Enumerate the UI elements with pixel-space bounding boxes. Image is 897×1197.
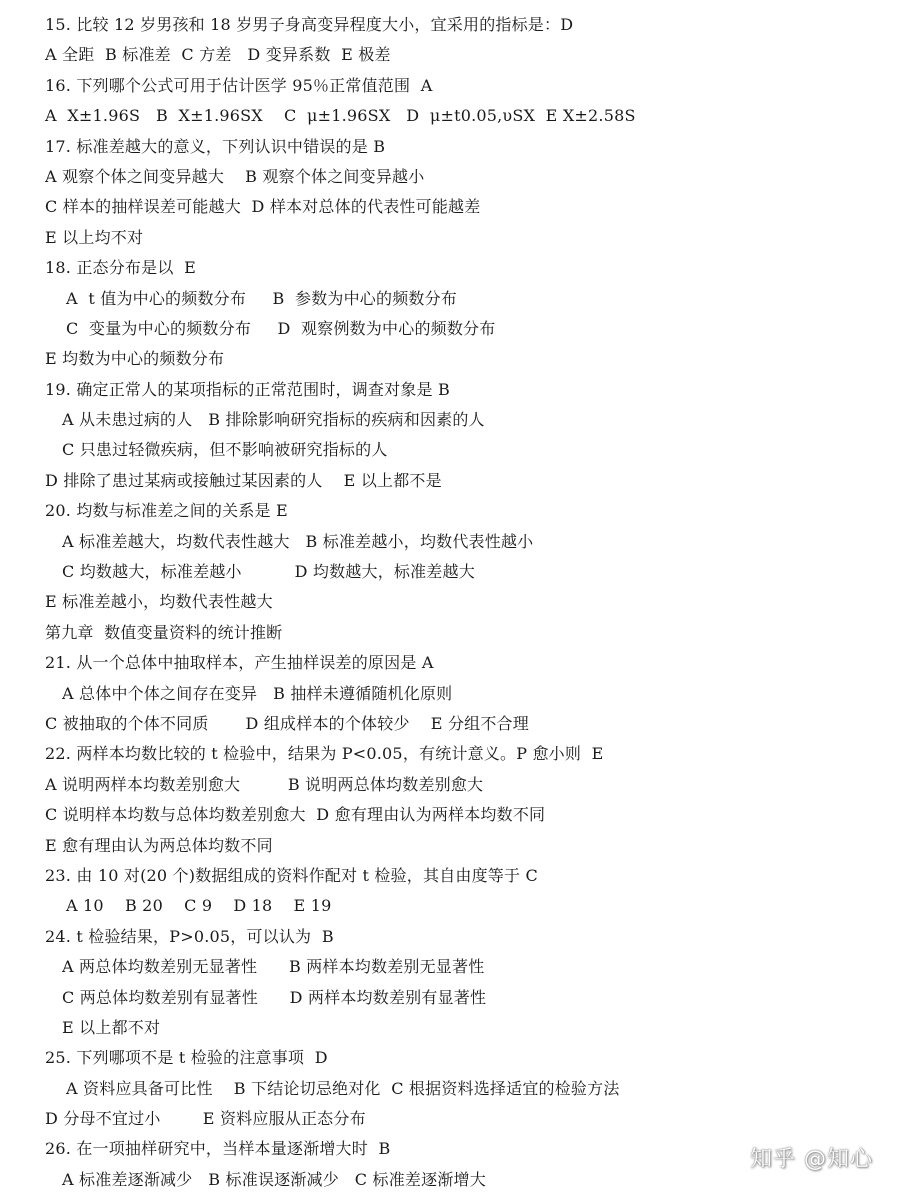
text-line: 25. 下列哪项不是 t 检验的注意事项 D [45, 1048, 328, 1068]
clipped-top-line [45, 0, 245, 6]
text-line: 15. 比较 12 岁男孩和 18 岁男子身高变异程度大小，宜采用的指标是：D [45, 15, 574, 34]
text-line: A 观察个体之间变异越大 B 观察个体之间变异越小 [45, 166, 425, 186]
text-line: C 变量为中心的频数分布 D 观察例数为中心的频数分布 [66, 318, 496, 338]
text-line: C 只患过轻微疾病，但不影响被研究指标的人 [62, 440, 388, 460]
question-lines [0, 10, 897, 1195]
text-line: D 排除了患过某病或接触过某因素的人 E 以上都不是 [45, 470, 442, 490]
text-line: 18. 正态分布是以 E [45, 258, 196, 278]
text-line: 16. 下列哪个公式可用于估计医学 95％正常值范围 A [45, 75, 433, 95]
text-line: E 愈有理由认为两总体均数不同 [45, 835, 273, 855]
text-line: A 两总体均数差别无显著性 B 两样本均数差别无显著性 [62, 957, 485, 977]
text-line: 19. 确定正常人的某项指标的正常范围时，调查对象是 B [45, 379, 450, 399]
text-line: 20. 均数与标准差之间的关系是 E [45, 501, 288, 521]
text-line: C 样本的抽样误差可能越大 D 样本对总体的代表性可能越差 [45, 197, 481, 217]
text-line: C 被抽取的个体不同质 D 组成样本的个体较少 E 分组不合理 [45, 713, 529, 733]
text-line: 26. 在一项抽样研究中，当样本量逐渐增大时 B [45, 1139, 391, 1159]
text-line: 17. 标准差越大的意义，下列认识中错误的是 B [45, 136, 386, 156]
watermark: 知乎 @知心 [750, 1147, 873, 1172]
text-line: C 说明样本均数与总体均数差别愈大 D 愈有理由认为两样本均数不同 [45, 805, 546, 825]
text-line: A 说明两样本均数差别愈大 B 说明两总体均数差别愈大 [45, 774, 484, 794]
text-line: A 资料应具备可比性 B 下结论切忌绝对化 C 根据资料选择适宜的检验方法 [66, 1078, 620, 1098]
text-line: A 标准差越大，均数代表性越大 B 标准差越小，均数代表性越小 [62, 531, 534, 551]
text-line: 21. 从一个总体中抽取样本，产生抽样误差的原因是 A [45, 653, 434, 673]
text-line: E 标准差越小，均数代表性越大 [45, 592, 273, 612]
text-line: E 以上均不对 [45, 227, 144, 247]
text-line: 23. 由 10 对(20 个)数据组成的资料作配对 t 检验，其自由度等于 C [45, 865, 538, 885]
text-line: A 从未患过病的人 B 排除影响研究指标的疾病和因素的人 [62, 410, 485, 430]
text-line: C 均数越大，标准差越小 D 均数越大，标准差越大 [62, 562, 475, 582]
text-line: D 分母不宜过小 E 资料应服从正态分布 [45, 1109, 366, 1129]
text-line: E 均数为中心的频数分布 [45, 349, 225, 369]
text-line: E 以上都不对 [62, 1017, 161, 1037]
text-line: A 10 B 20 C 9 D 18 E 19 [66, 896, 332, 916]
text-line: A 总体中个体之间存在变异 B 抽样未遵循随机化原则 [62, 683, 453, 703]
text-line: C 两总体均数差别有显著性 D 两样本均数差别有显著性 [62, 987, 487, 1007]
text-line: 22. 两样本均数比较的 t 检验中，结果为 P<0.05，有统计意义。P 愈小则 E [45, 744, 604, 764]
text-line: A 全距 B 标准差 C 方差 D 变异系数 E 极差 [45, 45, 391, 65]
text-line: A 标准差逐渐减少 B 标准误逐渐减少 C 标准差逐渐增大 [62, 1169, 486, 1189]
text-line: A X±1.96S B X±1.96SX C μ±1.96SX D μ±t0.05,υSX E X±2.58S [45, 106, 636, 126]
text-line: 第九章 数值变量资料的统计推断 [45, 622, 283, 642]
text-line: 24. t 检验结果，P>0.05，可以认为 B [45, 926, 334, 946]
text-line: A t 值为中心的频数分布 B 参数为中心的频数分布 [66, 288, 458, 308]
